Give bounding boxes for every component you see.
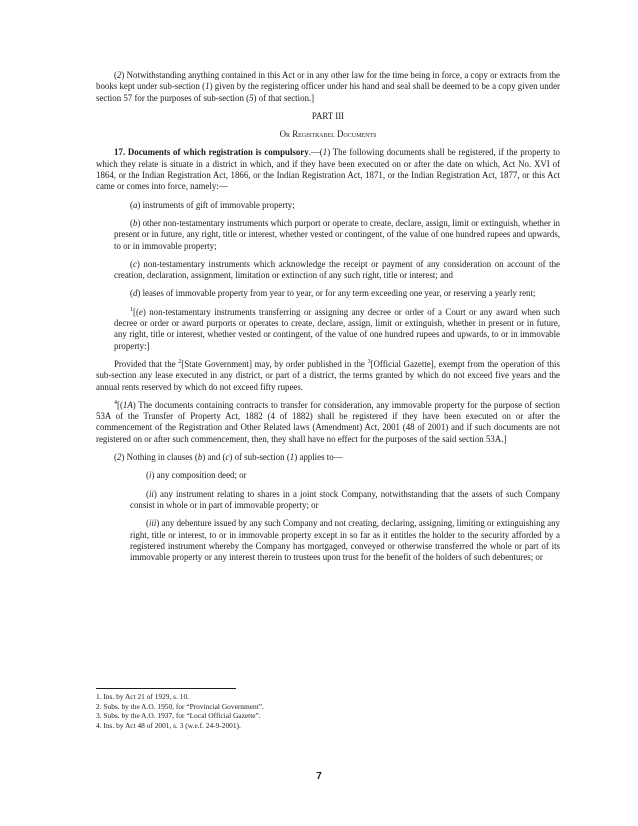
clause-a: (a) instruments of gift of immovable property; bbox=[130, 199, 295, 210]
clause-b: (b) other non-testamentary instruments which purport or operate to create, declare, assign, limit or extinguish, whether in present or in future, any right, title or interest, whether vested or contingent, of the value of one hundred rupees and upwards, to or in immovable property; bbox=[114, 217, 560, 251]
paragraph-sub-section-2-intro: (2) Notwithstanding anything contained in this Act or in any other law for the time being in force, a copy or extracts from the books kept under sub-section (1) given by the registering officer under his hand and seal shall be deemed to be a copy given under section 57 for the purposes of sub-section (5) of that section.] bbox=[96, 70, 560, 103]
part-heading: PART III bbox=[311, 110, 345, 121]
section-17-heading: 17. Documents of which registration is compulsory bbox=[114, 147, 309, 158]
footnote-ref-3: 3 bbox=[367, 358, 371, 365]
clause-c: (c) non-testamentary instruments which acknowledge the receipt or payment of any consideration on account of the creation, declaration, assignment, limitation or extinction of any such right, title or interest; and bbox=[114, 258, 560, 281]
section-17: 17. Documents of which registration is compulsory.—(1) The following documents shall be registered, if the property to which they relate is situate in a district in which, and if they have been executed on or after the date on which, Act No. XVI of 1864, or the Indian Registration Act, 1866, or the Indian Registration Act, 1871, or the Indian Registration Act, 1877, or this Act came or comes into force, namely:— bbox=[96, 147, 560, 192]
clause-d: (d) leases of immovable property from year to year, or for any term exceeding one year, or reserving a yearly rent; bbox=[130, 288, 536, 299]
footnote-4: 4. Ins. by Act 48 of 2001, s. 3 (w.e.f. 24-9-2001). bbox=[96, 720, 241, 730]
item-ii: (ii) any instrument relating to shares in a joint stock Company, notwithstanding that the assets of such Company consist in whole or in part of immovable property; or bbox=[130, 488, 560, 510]
page-number: 7 bbox=[316, 771, 322, 782]
clause-e: $^1$[(e) non-testamentary instruments transferring or assigning any decree or order of a Court or any award when such decree or order or award purports or operates to create, declare, assign, limit or extinguish, whether in present or in future, any right, title or interest, whether vested or contingent, of the value of one hundred rupees and upwards, to or in immovable property:] bbox=[114, 306, 560, 351]
sub-section-2: (2) Nothing in clauses (b) and (c) of sub-section (1) applies to— bbox=[114, 452, 343, 463]
footnote-ref-2: 2 bbox=[178, 358, 182, 365]
footnotes bbox=[96, 692, 560, 730]
item-i: (i) any composition deed; or bbox=[146, 470, 247, 481]
page-body bbox=[96, 70, 560, 563]
sub-section-1a: $^4$[(1A) The documents containing contracts to transfer for consideration, any immovable property for the purpose of section 53A of the Transfer of Property Act, 1882 (4 of 1882) shall be registered if they have been executed on or after the commencement of the Registration and Other Related laws (Amendment) Act, 2001 (48 of 2001) and if such documents are not registered on or after such commencement, then, they shall have no effect for the purposes of the said section 53A.] bbox=[96, 399, 560, 444]
proviso: Provided that the $^2$[State Government] may, by order published in the $^3$[Official Gazette], exempt from the operation of this sub-section any lease executed in any district, or part of a district, the terms granted by which do not exceed five years and the annual rents reserved by which do not exceed fifty rupees. bbox=[96, 358, 560, 392]
footnote-1: 1. Ins. by Act 21 of 1929, s. 10. bbox=[96, 692, 189, 701]
part-subheading: Or Registrabel Documents bbox=[279, 129, 377, 140]
footnote-ref-1: 1 bbox=[130, 306, 133, 313]
footnote-divider bbox=[96, 688, 236, 689]
footnote-3: 3. Subs. by the A.O. 1937, for “Local Official Gazette”. bbox=[96, 711, 261, 721]
footnote-ref-4: 4 bbox=[114, 399, 117, 406]
item-iii: (iii) any debenture issued by any such Company and not creating, declaring, assigning, limiting or extinguishing any right, title or interest, to or in immovable property except in so far as it entitles the holder to the security afforded by a registered instrument whereby the Company has mortgaged, conveyed or otherwise transferred the whole or part of its immovable property or any interest therein to trustees upon trust for the benefit of the holders of such debentures; or bbox=[130, 518, 560, 563]
footnote-2: 2. Subs. by the A.O. 1950, for “Provincial Government”. bbox=[96, 701, 264, 711]
